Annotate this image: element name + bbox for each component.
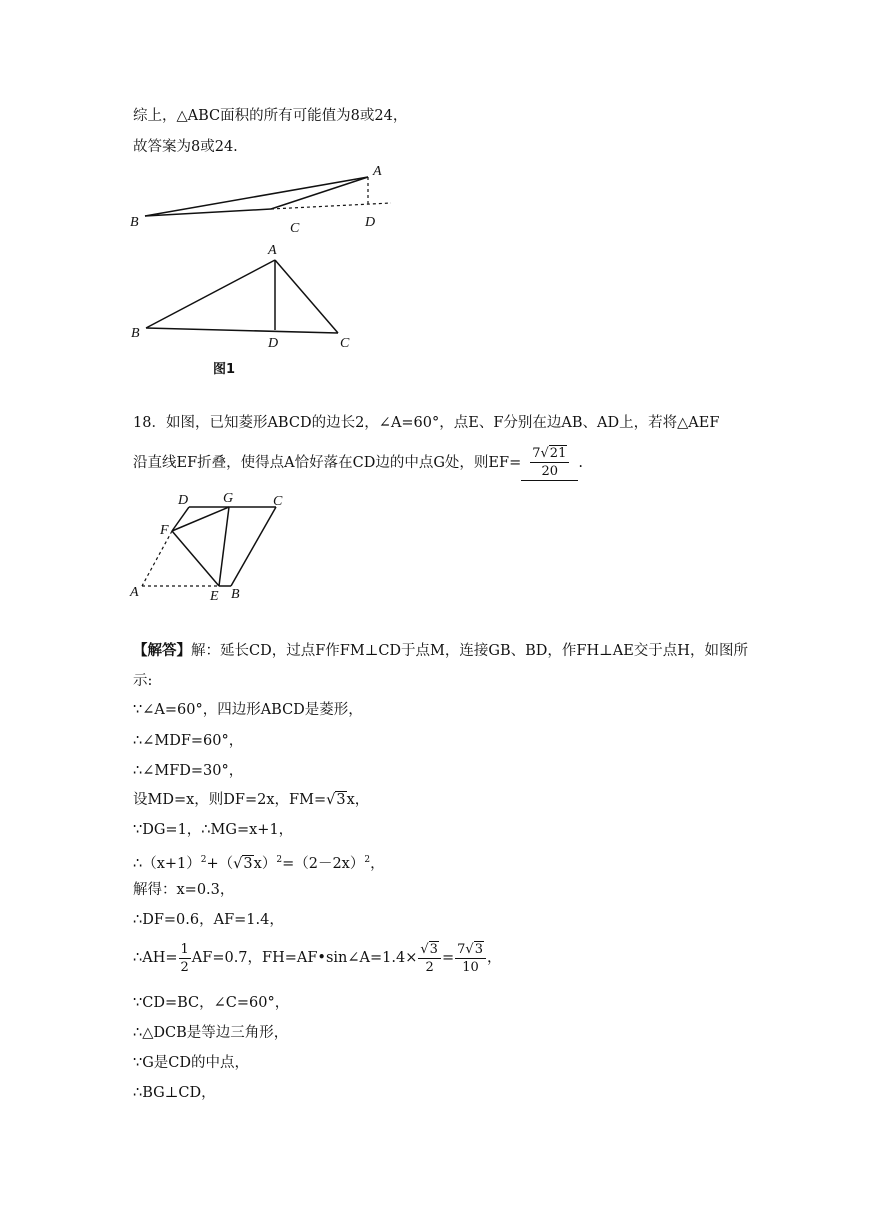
fraction-sqrt3-over-2	[418, 941, 441, 976]
solution-step-2: ∴∠MDF=60°，	[133, 733, 244, 749]
solution-step-13: ∴BG⊥CD，	[133, 1085, 216, 1101]
solution-head	[133, 641, 748, 661]
label-g: G	[223, 491, 234, 506]
solution-step-5: ∵DG=1，∴MG=x+1，	[133, 822, 294, 838]
label-b: B	[131, 326, 140, 341]
summary-line-2: 故答案为8或24.	[133, 139, 238, 155]
label-c: C	[340, 336, 350, 351]
answer-coef: 7	[532, 446, 541, 461]
step-6-part-e: ，	[370, 856, 385, 872]
step-6-part-c: x）	[253, 856, 277, 872]
segment-cb	[231, 507, 276, 586]
sqrt-3	[326, 790, 346, 810]
label-c: C	[290, 221, 300, 236]
problem-18-period: .	[578, 455, 583, 471]
problem-18-line-2	[133, 445, 583, 481]
sqrt-icon: √	[233, 856, 243, 872]
coefficient: 7	[457, 941, 466, 957]
sqrt-icon: √	[420, 941, 429, 957]
sqrt-icon: √	[465, 941, 474, 957]
segment-ba	[146, 260, 275, 328]
label-d: D	[365, 215, 376, 230]
step-6-part-b: +（	[206, 856, 234, 872]
summary-line-1: 综上，△ABC面积的所有可能值为8或24，	[133, 108, 408, 124]
triangle-figure-1	[125, 240, 365, 355]
answer-radicand: 21	[549, 446, 567, 461]
denominator: 10	[462, 959, 479, 975]
solution-step-3: ∴∠MFD=30°，	[133, 763, 244, 779]
answer-blank	[521, 445, 578, 481]
radicand: 3	[336, 792, 346, 808]
sqrt-icon: √	[326, 792, 336, 808]
exponent-2: 2	[276, 855, 283, 865]
label-c: C	[273, 494, 283, 509]
label-b: B	[130, 215, 139, 230]
label-d: D	[178, 493, 189, 508]
label-a: A	[373, 164, 382, 179]
solution-step-12: ∵G是CD的中点，	[133, 1055, 250, 1071]
answer-denominator: 20	[541, 464, 559, 479]
radicand: 3	[429, 941, 438, 957]
problem-18-line-1: 18．如图，已知菱形ABCD的边长2，∠A=60°，点E、F分别在边AB、AD上，若将△AEF	[133, 415, 720, 431]
segment-fe	[172, 531, 219, 586]
step-6-part-a: ∴（x+1）	[133, 856, 201, 872]
figure-1-caption: 图1	[213, 362, 236, 377]
step-9-part-a: ∴AH=	[133, 950, 178, 966]
triangle-figure-top	[125, 160, 400, 240]
segment-ac	[275, 260, 338, 333]
solution-step-11: ∴△DCB是等边三角形，	[133, 1025, 289, 1041]
numerator: 1	[180, 941, 189, 957]
solution-step-1: ∵∠A=60°，四边形ABCD是菱形，	[133, 702, 363, 718]
label-e: E	[210, 589, 219, 603]
segment-ca	[271, 177, 368, 209]
step-9-equals: =	[441, 950, 455, 966]
step-4-text: 设MD=x，则DF=2x，FM=	[133, 792, 327, 808]
segment-fa-dashed	[142, 531, 172, 586]
label-a: A	[268, 243, 277, 258]
step-9-comma: ，	[486, 950, 502, 966]
label-d: D	[268, 336, 279, 351]
label-f: F	[160, 523, 169, 538]
sqrt-3	[233, 854, 253, 874]
segment-cd-dashed	[271, 203, 391, 209]
solution-step-8: ∴DF=0.6，AF=1.4，	[133, 912, 284, 928]
denominator: 2	[180, 959, 189, 975]
solution-head-text: 解：延长CD，过点F作FM⊥CD于点M，连接GB、BD，作FH⊥AE交于点H，如图所	[191, 643, 748, 659]
radicand: 3	[474, 941, 483, 957]
solution-step-6	[133, 850, 385, 874]
solution-step-9	[133, 940, 501, 976]
solution-head-cont: 示:	[133, 673, 153, 689]
problem-18-text: 沿直线EF折叠，使得点A恰好落在CD边的中点G处，则EF=	[133, 455, 522, 471]
label-b: B	[231, 587, 240, 602]
solution-label: 【解答】	[133, 642, 191, 659]
fraction-one-half	[179, 941, 191, 976]
denominator: 2	[425, 959, 434, 975]
solution-step-4	[133, 790, 369, 810]
solution-step-10: ∵CD=BC，∠C=60°，	[133, 995, 290, 1011]
fraction-7sqrt3-over-10	[455, 941, 486, 976]
exponent-1: 2	[200, 855, 207, 865]
answer-fraction	[530, 445, 569, 480]
label-a: A	[130, 585, 139, 600]
step-4-suffix: x，	[346, 792, 370, 808]
exponent-3: 2	[364, 855, 371, 865]
solution-step-7: 解得：x=0.3，	[133, 882, 235, 898]
step-9-part-b: AF=0.7，FH=AF•sin∠A=1.4×	[191, 950, 418, 966]
rhombus-figure	[125, 488, 290, 603]
segment-ge	[219, 507, 229, 586]
radicand: 3	[243, 856, 253, 872]
sqrt-icon: √	[540, 446, 549, 461]
step-6-part-d: =（2－2x）	[282, 856, 365, 872]
segment-bc	[146, 328, 338, 333]
